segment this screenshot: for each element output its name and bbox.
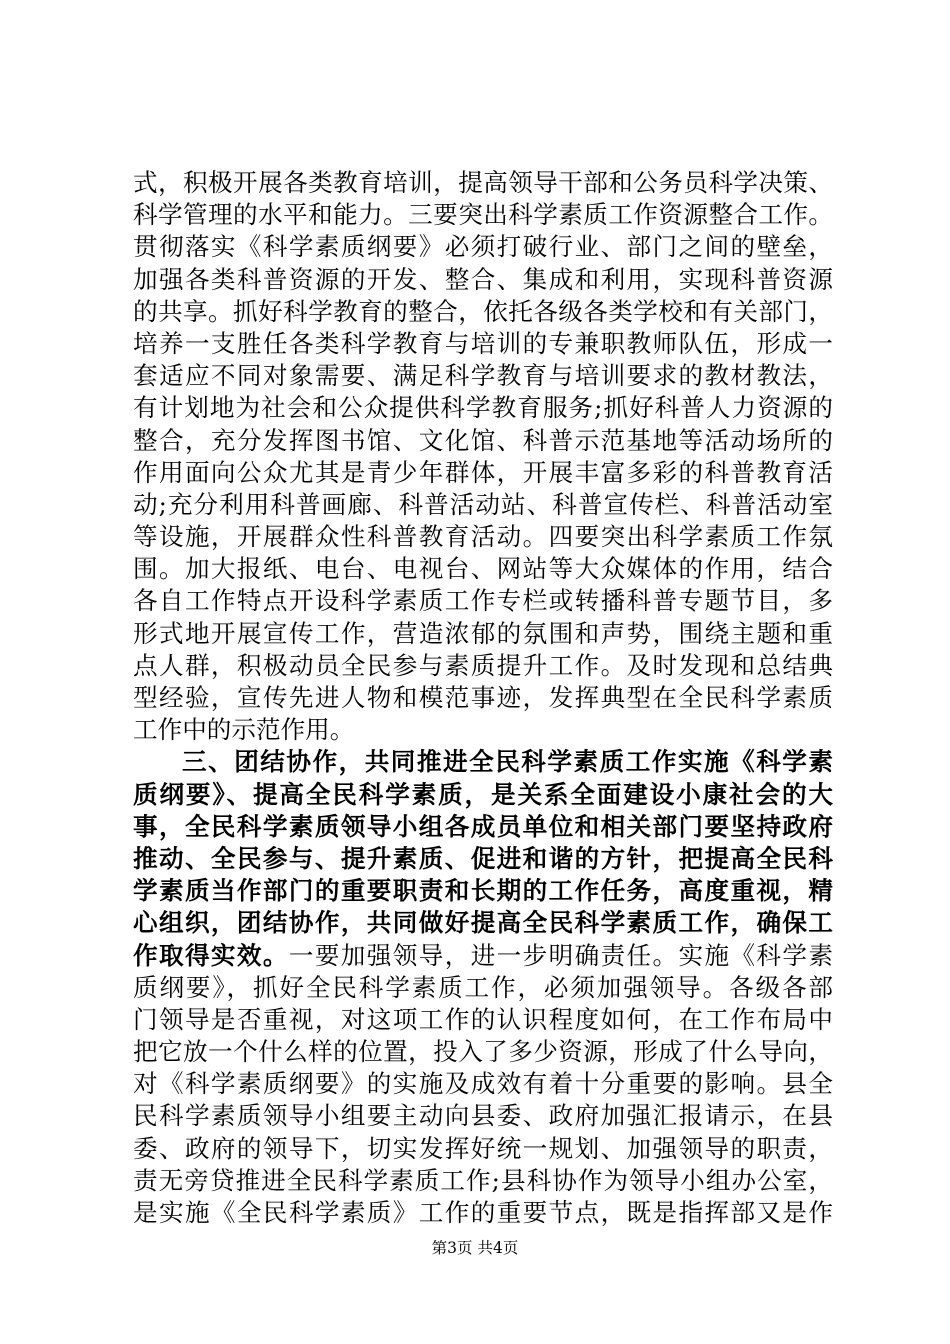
body-text-line: 民科学素质领导小组要主动向县委、政府加强汇报请示，在县 [133,1101,833,1131]
body-text-line: 套适应不同对象需要、满足科学教育与培训要求的教材教法， [133,361,833,391]
body-text-line: 有计划地为社会和公众提供科学教育服务;抓好科普人力资源的 [133,393,833,423]
page-number-footer: 第3页 共4页 [431,1239,519,1257]
body-text-line: 型经验，宣传先进人物和模范事迹，发挥典型在全民科学素质 [133,683,833,712]
body-text-line [133,940,833,972]
body-text-line: 质纲要》，抓好全民科学素质工作，必须加强领导。各级各部 [133,972,833,1002]
body-text-line: 工作中的示范作用。 [133,715,355,745]
body-text-line: 围。加大报纸、电台、电视台、网站等大众媒体的作用，结合 [133,554,833,584]
body-text-line: 科学管理的水平和能力。三要突出科学素质工作资源整合工作。 [133,200,833,230]
body-text-line: 作用面向公众尤其是青少年群体，开展丰富多彩的科普教育活 [133,457,833,487]
body-text-line: 的共享。抓好科学教育的整合，依托各级各类学校和有关部门， [133,296,833,326]
body-text-line: 动;充分利用科普画廊、科普活动站、科普宣传栏、科普活动室 [133,489,833,519]
body-text-line: 心组织，团结协作，共同做好提高全民科学素质工作，确保工 [133,908,833,938]
body-text-line: 形式地开展宣传工作，营造浓郁的氛围和声势，围绕主题和重 [133,618,833,648]
body-text-line: 式，积极开展各类教育培训，提高领导干部和公务员科学决策、 [133,168,833,197]
body-text-line: 贯彻落实《科学素质纲要》必须打破行业、部门之间的壁垒， [133,232,833,262]
body-text-line: 质纲要》、提高全民科学素质，是关系全面建设小康社会的大 [133,779,833,809]
document-body [133,167,833,1229]
body-text-line: 三、团结协作，共同推进全民科学素质工作实施《科学素 [182,747,833,777]
body-text-line: 是实施《全民科学素质》工作的重要节点，既是指挥部又是作 [133,1198,833,1227]
body-text-line: 学素质当作部门的重要职责和长期的工作任务，高度重视，精 [133,876,833,906]
body-text-line: 事，全民科学素质领导小组各成员单位和相关部门要坚持政府 [133,811,833,841]
body-text-line: 把它放一个什么样的位置，投入了多少资源，形成了什么导向， [133,1037,833,1067]
body-text-line: 等设施，开展群众性科普教育活动。四要突出科学素质工作氛 [133,522,833,552]
body-text-line: 对《科学素质纲要》的实施及成效有着十分重要的影响。县全 [133,1069,833,1099]
normal-text-segment: 一要加强领导，进一步明确责任。实施《科学素 [288,940,833,970]
body-text-line: 门领导是否重视，对这项工作的认识程度如何，在工作布局中 [133,1004,833,1034]
body-text-line: 责无旁贷推进全民科学素质工作;县科协作为领导小组办公室， [133,1165,833,1195]
body-text-line: 点人群，积极动员全民参与素质提升工作。及时发现和总结典 [133,650,833,680]
body-text-line: 整合，充分发挥图书馆、文化馆、科普示范基地等活动场所的 [133,425,833,455]
body-text-line: 各自工作特点开设科学素质工作专栏或转播科普专题节目，多 [133,586,833,616]
body-text-line: 推动、全民参与、提升素质、促进和谐的方针，把提高全民科 [133,843,833,873]
body-text-line: 加强各类科普资源的开发、整合、集成和利用，实现科普资源 [133,264,833,294]
bold-text-segment: 作取得实效。 [133,940,289,970]
body-text-line: 培养一支胜任各类科学教育与培训的专兼职教师队伍，形成一 [133,328,833,358]
body-text-line: 委、政府的领导下，切实发挥好统一规划、加强领导的职责， [133,1133,833,1163]
